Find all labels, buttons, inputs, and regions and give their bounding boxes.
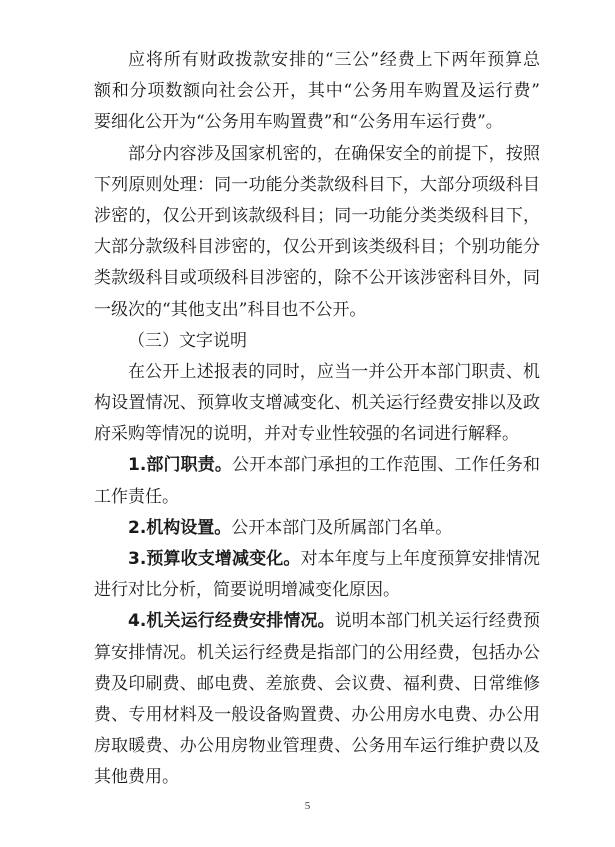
text-line [94, 606, 540, 637]
text-line [94, 544, 540, 575]
text-line: 涉密的，仅公开到该款级科目；同一功能分类类级科目下， [94, 205, 540, 226]
text-line: 进行对比分析，简要说明增减变化原因。 [94, 580, 400, 601]
text-line [94, 450, 540, 481]
item-department-duties [94, 450, 540, 512]
item-title: 4.机关运行经费安排情况。 [128, 611, 335, 632]
text-line: 大部分款级科目涉密的，仅公开到该类级科目；个别功能分 [94, 237, 540, 258]
section-heading-text-description: （三）文字说明 [128, 330, 247, 351]
text-line: 费、专用材料及一般设备购置费、办公用房水电费、办公用 [94, 704, 540, 725]
text-line: 一级次的“其他支出”科目也不公开。 [94, 299, 367, 320]
item-organization-setup [94, 513, 540, 544]
text-line: 府采购等情况的说明，并对专业性较强的名词进行解释。 [94, 424, 519, 445]
text-line: 应将所有财政拨款安排的“三公”经费上下两年预算总 [128, 50, 540, 70]
page-number: 5 [304, 800, 311, 812]
text-line: 构设置情况、预算收支增减变化、机关运行经费安排以及政 [94, 393, 540, 414]
document-body [94, 45, 540, 794]
item-title: 3.预算收支增减变化。 [128, 549, 301, 569]
text-line: 要细化公开为“公务用车购置费”和“公务用车运行费”。 [94, 112, 503, 133]
item-title: 2.机构设置。 [128, 517, 232, 538]
paragraph-text-description [94, 357, 540, 451]
text-line: 额和分项数额向社会公开，其中“公务用车购置及运行费” [94, 81, 540, 102]
paragraph-secret-handling [94, 139, 540, 326]
item-text: 对本年度与上年度预算安排情况 [300, 549, 540, 569]
item-text: 说明本部门机关运行经费预 [334, 611, 540, 632]
text-line: 类款级科目或项级科目涉密的，除不公开该涉密科目外，同 [94, 268, 540, 289]
item-text: 公开本部门承担的工作范围、工作任务和 [232, 455, 540, 476]
item-budget-changes [94, 544, 540, 606]
text-line [94, 513, 540, 544]
text-line: 其他费用。 [94, 767, 179, 788]
text-line: 工作责任。 [94, 486, 179, 507]
text-line: 费及印刷费、邮电费、差旅费、会议费、福利费、日常维修 [94, 673, 540, 694]
text-line: 部分内容涉及国家机密的，在确保安全的前提下，按照 [128, 143, 540, 164]
item-operating-expenses [94, 606, 540, 793]
text-line: 下列原则处理：同一功能分类款级科目下，大部分项级科目 [94, 174, 540, 195]
paragraph-budget-disclosure [94, 45, 540, 139]
text-line: 房取暖费、办公用房物业管理费、公务用车运行维护费以及 [94, 736, 540, 757]
item-title: 1.部门职责。 [128, 455, 232, 476]
text-line: 在公开上述报表的同时，应当一并公开本部门职责、机 [128, 361, 540, 382]
text-line: 算安排情况。机关运行经费是指部门的公用经费，包括办公 [94, 642, 540, 663]
item-text: 公开本部门及所属部门名单。 [231, 517, 453, 538]
